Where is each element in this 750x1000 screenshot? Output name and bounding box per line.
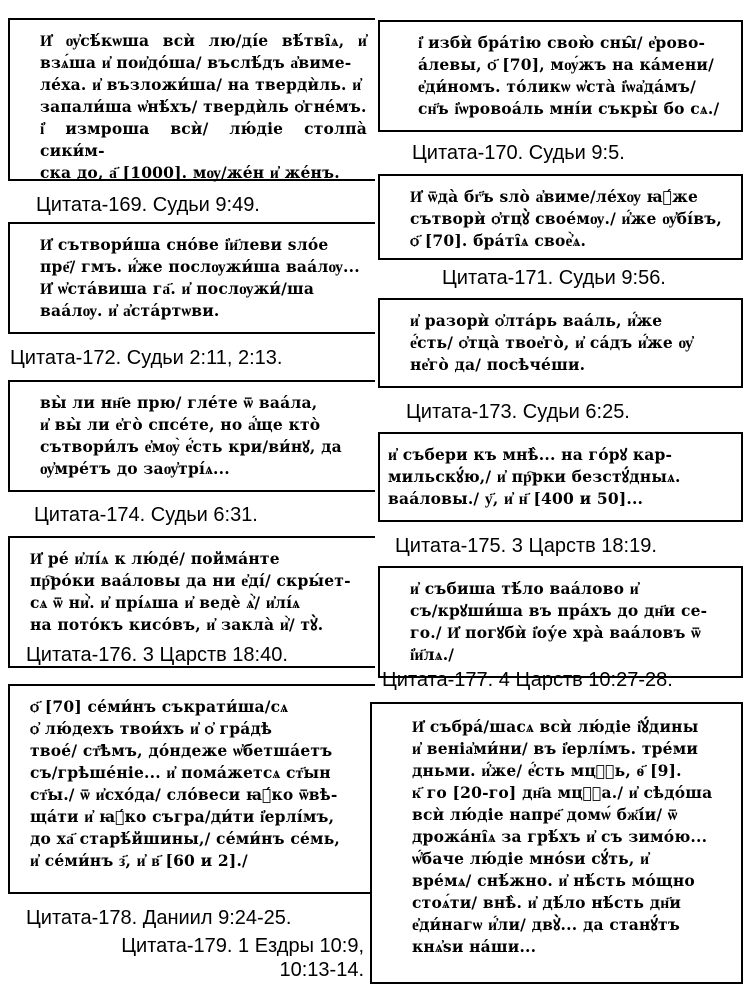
citation-174-box: [8, 380, 375, 492]
citation-172-text: И҆ сътвори́ша сно́ве і҆и҃леви ѕло́е пре҃/ гмъ. и҆́же послѹжи́ша ваа́лѹ... И҆ ѡ҆ста́виша га҃. и҆ послѹжи́/ша ваа́лѹ. и҆ а҆ста́ртѡви.: [40, 235, 360, 320]
citation-176-text: И҆ ре́ и҆лі́ѧ к лю́де́/ пойма́нте пр҇ро́ки ваа́ловы да ни е҆ді́/ скры́ет- сѧ ѿ ни҆̀. и҆ прі́ѧша и҆ ведѐ ѧ҆̀/ и҆лі́ѧ на пото́къ кисо́въ, и҆ закла̀ и҆̀/ тꙋ̀.: [30, 549, 351, 634]
citation-171-caption: Цитата-171. Судьи 9:56.: [442, 267, 666, 289]
citation-171-text: И҆ ѿда̀ бг҃ъ ѕло̀ а҆виме/ле́хѹ ꙗ҆́же сътворѝ ѻ҆тцꙋ̀ свое́мѹ./ и҆́же ѹ҆бі́въ, ѻ҃ [70]. бра́ті̑ѧ свое҆̀ѧ.: [410, 187, 722, 250]
citation-173-caption: Цитата-173. Судьи 6:25.: [406, 401, 630, 423]
citation-178-text: ѻ҃ [70] се́ми́нъ съкрати́ша/сѧ ѻ҆ лю́дехъ твои́хъ и҆ ѻ҆ гра́дѣ твое́/ ст҃ѣмъ, до́ндеже ѡ҆бетша́етъ съ/грѣше́ніе... и҆ пома́жетсѧ ст҃ын ст҃ы./ ѿ и҆схо́да/ сло́веси ꙗ҆́ко ѿвѣ- ща́ти и҆ ꙗ҆́ко съгра/ди́ти і҆ерлі́мъ, до ха҃ старѣ́йшины,/ се́ми́нъ се́мь, и҆ се́ми́нъ з҃, и҆ в҃ [60 и 2]./: [30, 697, 341, 870]
citation-174-caption: Цитата-174. Судьи 6:31.: [34, 504, 258, 526]
citation-172-box: [8, 222, 375, 334]
citation-172-caption: Цитата-172. Судьи 2:11, 2:13.: [10, 347, 283, 369]
citation-173-text: и҆ разорѝ ѻ҆лта́рь ваа́ль, и҆́же е҆́сть/ ѻ҆тца̀ твое҆го̀, и҆ са́дъ и҆́же ѹ҆ не҆го̀ да/ посѣче́ши.: [410, 311, 694, 374]
citation-174-text: вы̀ ли нн҃е прю/ гле́те ѿ ваа́ла, и҆ вы̀ ли е҆го̀ спсе́те, но а҆́ще кто̀ сътвори́лъ е҆мѹ̀ е҆́сть кри/ви́нꙋ, да ѹ҆мре́тъ до заѹ҆трі́ѧ...: [40, 393, 342, 478]
citation-169-text: И҆ ѹ҆сѣ́кѡша всѝ лю/ді́е вѣ́тві̑ѧ, и҆ взѧ́ша и҆ пои҆до́ша/ въслѣ́дъ а҆виме- ле́ха. и҆ възложи́ша/ на твердѝль. и҆ запали́ша ѡ҆нѣ́хъ/ твердѝль ѻ҆гне́мъ. і҆ измроша всѝ/ лю́діе столпа̀ сики́м- ска до, а҃ [1000]. мѹ/же́н и҆ же́нъ.: [40, 31, 367, 182]
citation-171-box: [378, 174, 743, 260]
citation-177-caption: Цитата-177. 4 Царств 10:27-28.: [382, 669, 673, 691]
citation-179-box: [370, 702, 743, 984]
citation-179-text: И҆ събра́/шасѧ всѝ лю́діе і҆ꙋ́дины и҆ веніа҆ми́ни/ въ і҆ерлі́мъ. тре́ми дньми. и҆́же/ е҆́сть мцⷭ҇ь, ѳ҃ [9]. к҃ го [20-го] дн҃а мцⷭ҇а./ и҆ сѣдо́ша всѝ лю́діе напре҃ домѡ́ бж҃і́и/ ѿ дрожа́ні̑ѧ за грѣ́хъ и҆ съ зимо́ю... ѡ҆́баче лю́діе мно́ѕи сꙋ́ть, и҆ вре́мѧ/ снѣ́жно. и҆ нѣ́сть мо́щно стоѧ́ти/ внѣ̀. и҆ дѣ́ло нѣ́сть дн҃и е҆ди́нагѡ и҆́ли/ двꙋ̀... да станꙋ́тъ кнѧ҆ѕи на́ши...: [412, 717, 713, 956]
citation-177-box: [378, 566, 743, 678]
citation-170-caption: Цитата-170. Судьи 9:5.: [412, 142, 625, 164]
citation-178-box: [8, 684, 375, 894]
citation-173-box: [378, 298, 743, 388]
citation-177-text: и҆ събиша тѣ́ло ваа́лово и҆ съ/крꙋши́ша въ пра́хъ до дн҃и се- го./ И҆ погꙋбѝ і҆оу́е хра̀ ваа́ловъ ѿ і҆и҃лѧ./: [410, 579, 708, 664]
citation-169-box: [8, 18, 375, 181]
citation-175-caption: Цитата-175. 3 Царств 18:19.: [395, 535, 657, 557]
citation-178-caption: Цитата-178. Даниил 9:24-25.: [26, 907, 292, 929]
citation-179-caption: Цитата-179. 1 Ездры 10:9, 10:13-14.: [121, 935, 364, 981]
citation-175-box: [378, 432, 743, 522]
citation-176-caption: Цитата-176. 3 Царств 18:40.: [26, 644, 288, 666]
citation-170-text: і҆ избѝ бра́тію свою̀ сны̑/ е҆рово- а́левы, ѻ҃ [70], мѹ́жъ на ка́мени/ е҆ди́номъ. то́ликѡ ѡ҆ста̀ і҆ѡа҆да́мъ/ сн҃ъ і҆ѡровоа́ль мні́и съкры̀ бо сѧ./: [418, 33, 720, 118]
citation-175-text: и҆ събери къ мнѣ̀... на го́рꙋ кар- мильскꙋ́ю,/ и҆ пр҇рки безстꙋ́дныѧ. ваа́ловы./ у҃, и҆ н҃ [400 и 50]...: [388, 445, 681, 508]
citation-170-box: [378, 20, 743, 132]
citation-169-caption: Цитата-169. Судьи 9:49.: [36, 194, 260, 216]
